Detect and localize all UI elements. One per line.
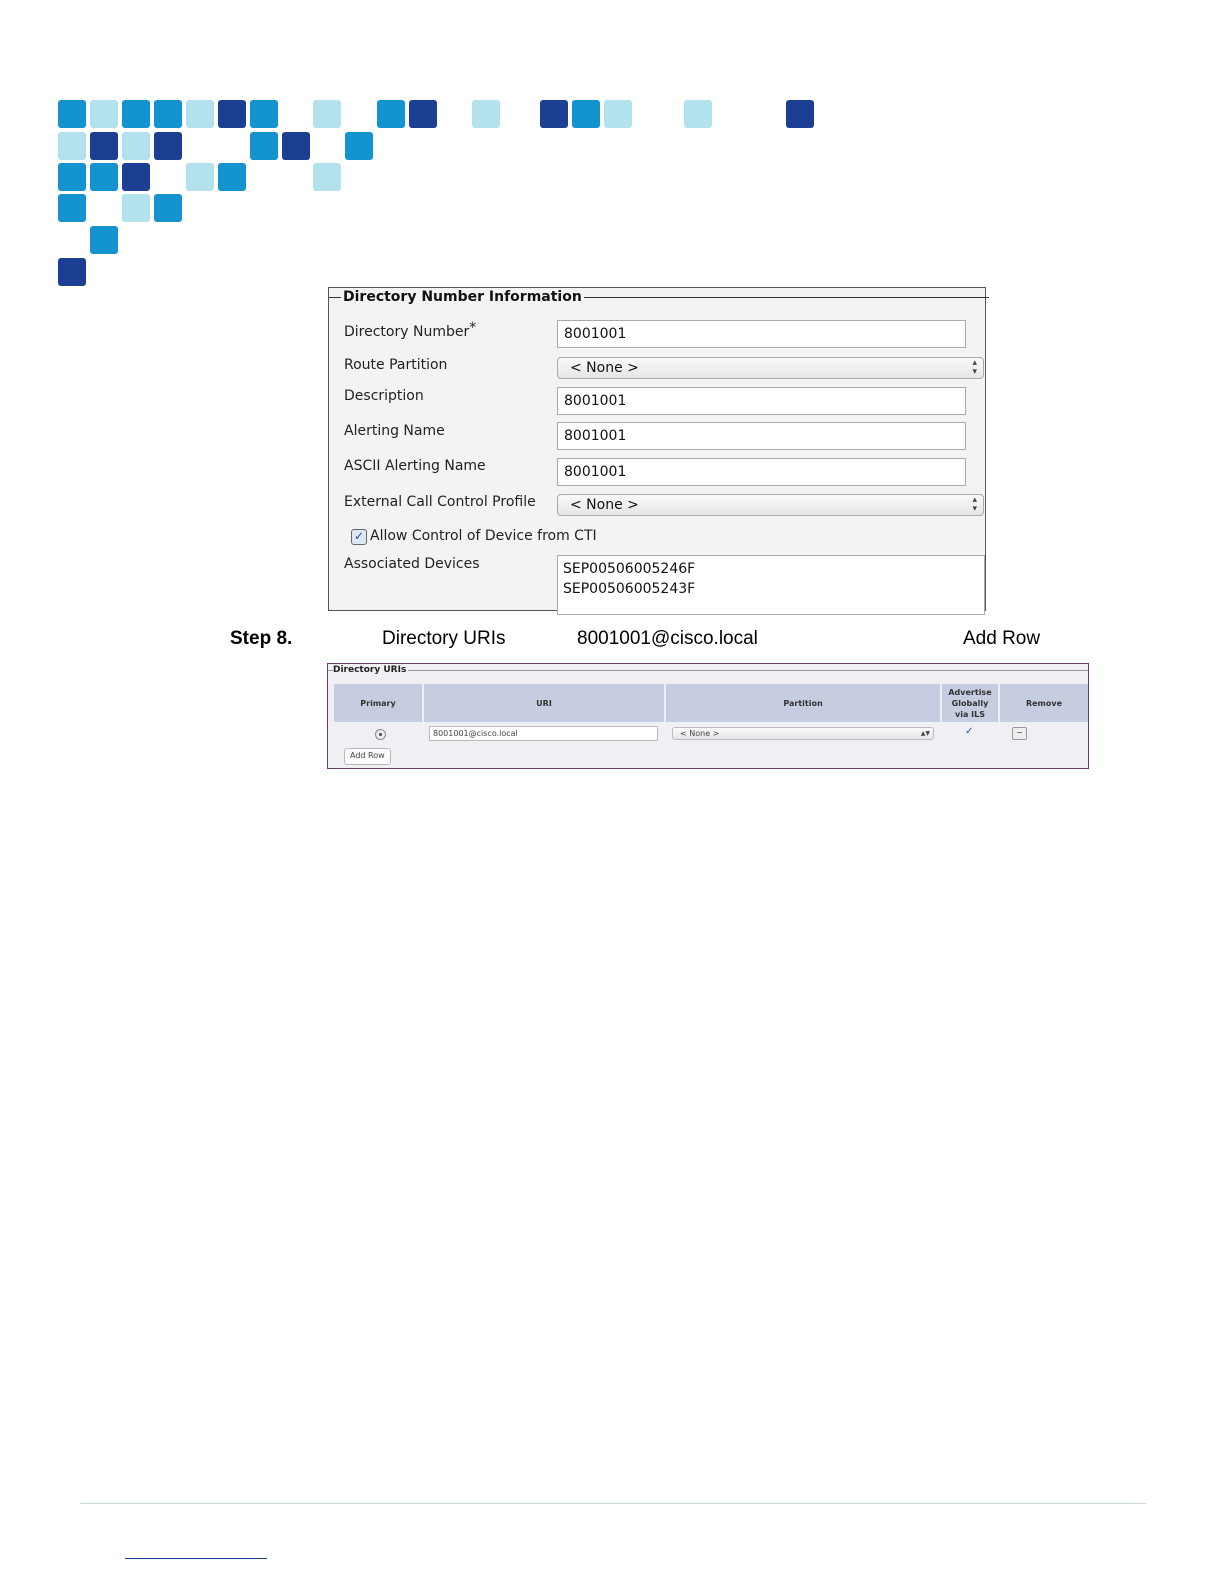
- section-title: Directory URIs: [333, 665, 407, 675]
- decor-square: [684, 100, 712, 128]
- allow-cti-label: Allow Control of Device from CTI: [370, 528, 597, 544]
- select-arrows-icon: ▴ ▾: [972, 495, 977, 514]
- directory-number-label-text: Directory Number: [344, 324, 470, 340]
- decor-square: [604, 100, 632, 128]
- description-label: Description: [344, 388, 424, 404]
- list-item[interactable]: SEP00506005246F: [563, 561, 696, 577]
- column-header-remove: Remove: [1000, 684, 1088, 722]
- column-header-advertise: Advertise Globally via ILS: [942, 684, 998, 722]
- decor-square: [154, 100, 182, 128]
- step-number: Step 8.: [230, 628, 293, 649]
- description-input[interactable]: 8001001: [557, 387, 966, 415]
- decor-square: [282, 132, 310, 160]
- route-partition-select[interactable]: [557, 357, 984, 379]
- external-call-control-label: External Call Control Profile: [344, 494, 536, 510]
- decor-square: [218, 163, 246, 191]
- external-call-control-select[interactable]: [557, 494, 984, 516]
- decor-square: [218, 100, 246, 128]
- decor-square: [154, 194, 182, 222]
- decor-square: [186, 100, 214, 128]
- decor-square: [58, 258, 86, 286]
- ascii-alerting-name-label: ASCII Alerting Name: [344, 458, 486, 474]
- decor-square: [122, 163, 150, 191]
- decor-square: [540, 100, 568, 128]
- decor-square: [186, 163, 214, 191]
- route-partition-value: < None >: [570, 360, 639, 376]
- column-header-primary: Primary: [334, 684, 422, 722]
- uri-input[interactable]: 8001001@cisco.local: [429, 726, 658, 741]
- partition-select[interactable]: [672, 727, 934, 740]
- decor-square: [250, 100, 278, 128]
- select-arrows-icon: ▲▼: [920, 730, 930, 737]
- column-header-uri: URI: [424, 684, 664, 722]
- list-item[interactable]: SEP00506005243F: [563, 581, 696, 597]
- decor-square: [90, 226, 118, 254]
- decor-square: [377, 100, 405, 128]
- decor-square: [572, 100, 600, 128]
- section-legend: Directory Number Information: [343, 289, 582, 305]
- directory-number-input[interactable]: 8001001: [557, 320, 966, 348]
- decor-square: [786, 100, 814, 128]
- select-arrows-icon: ▴ ▾: [972, 358, 977, 377]
- route-partition-label: Route Partition: [344, 357, 448, 373]
- footer-divider: [80, 1503, 1146, 1504]
- required-mark: *: [469, 320, 477, 336]
- decor-square: [122, 194, 150, 222]
- step-term-add-row: Add Row: [963, 628, 1041, 649]
- step-term-directory-uris: Directory URIs: [382, 628, 506, 649]
- directory-uris-screenshot: [327, 663, 1089, 769]
- decor-square: [58, 163, 86, 191]
- decor-square: [58, 194, 86, 222]
- step-term-uri-value: 8001001@cisco.local: [577, 628, 758, 649]
- alerting-name-input[interactable]: 8001001: [557, 422, 966, 450]
- section-divider: [328, 670, 1088, 671]
- external-call-control-value: < None >: [570, 497, 639, 513]
- decor-square: [90, 132, 118, 160]
- primary-radio[interactable]: [375, 729, 386, 740]
- decor-square: [409, 100, 437, 128]
- decor-square: [58, 100, 86, 128]
- decor-square: [313, 163, 341, 191]
- allow-cti-checkbox[interactable]: ✓: [351, 529, 367, 545]
- advertise-checkbox[interactable]: ✓: [965, 726, 974, 737]
- decor-square: [154, 132, 182, 160]
- footer-link-underline: [125, 1558, 267, 1559]
- decor-square: [90, 163, 118, 191]
- alerting-name-label: Alerting Name: [344, 423, 445, 439]
- column-header-partition: Partition: [666, 684, 940, 722]
- decor-square: [122, 100, 150, 128]
- decor-square: [472, 100, 500, 128]
- decor-square: [122, 132, 150, 160]
- partition-value: < None >: [680, 729, 720, 738]
- decor-square: [250, 132, 278, 160]
- associated-devices-list[interactable]: [557, 555, 985, 615]
- remove-button[interactable]: −: [1012, 727, 1027, 740]
- directory-number-label: [344, 320, 476, 340]
- ascii-alerting-name-input[interactable]: 8001001: [557, 458, 966, 486]
- decor-square: [90, 100, 118, 128]
- associated-devices-label: Associated Devices: [344, 556, 480, 572]
- directory-number-information-screenshot: [328, 287, 986, 611]
- add-row-button[interactable]: Add Row: [344, 748, 391, 765]
- decor-square: [58, 132, 86, 160]
- decor-square: [313, 100, 341, 128]
- decor-square: [345, 132, 373, 160]
